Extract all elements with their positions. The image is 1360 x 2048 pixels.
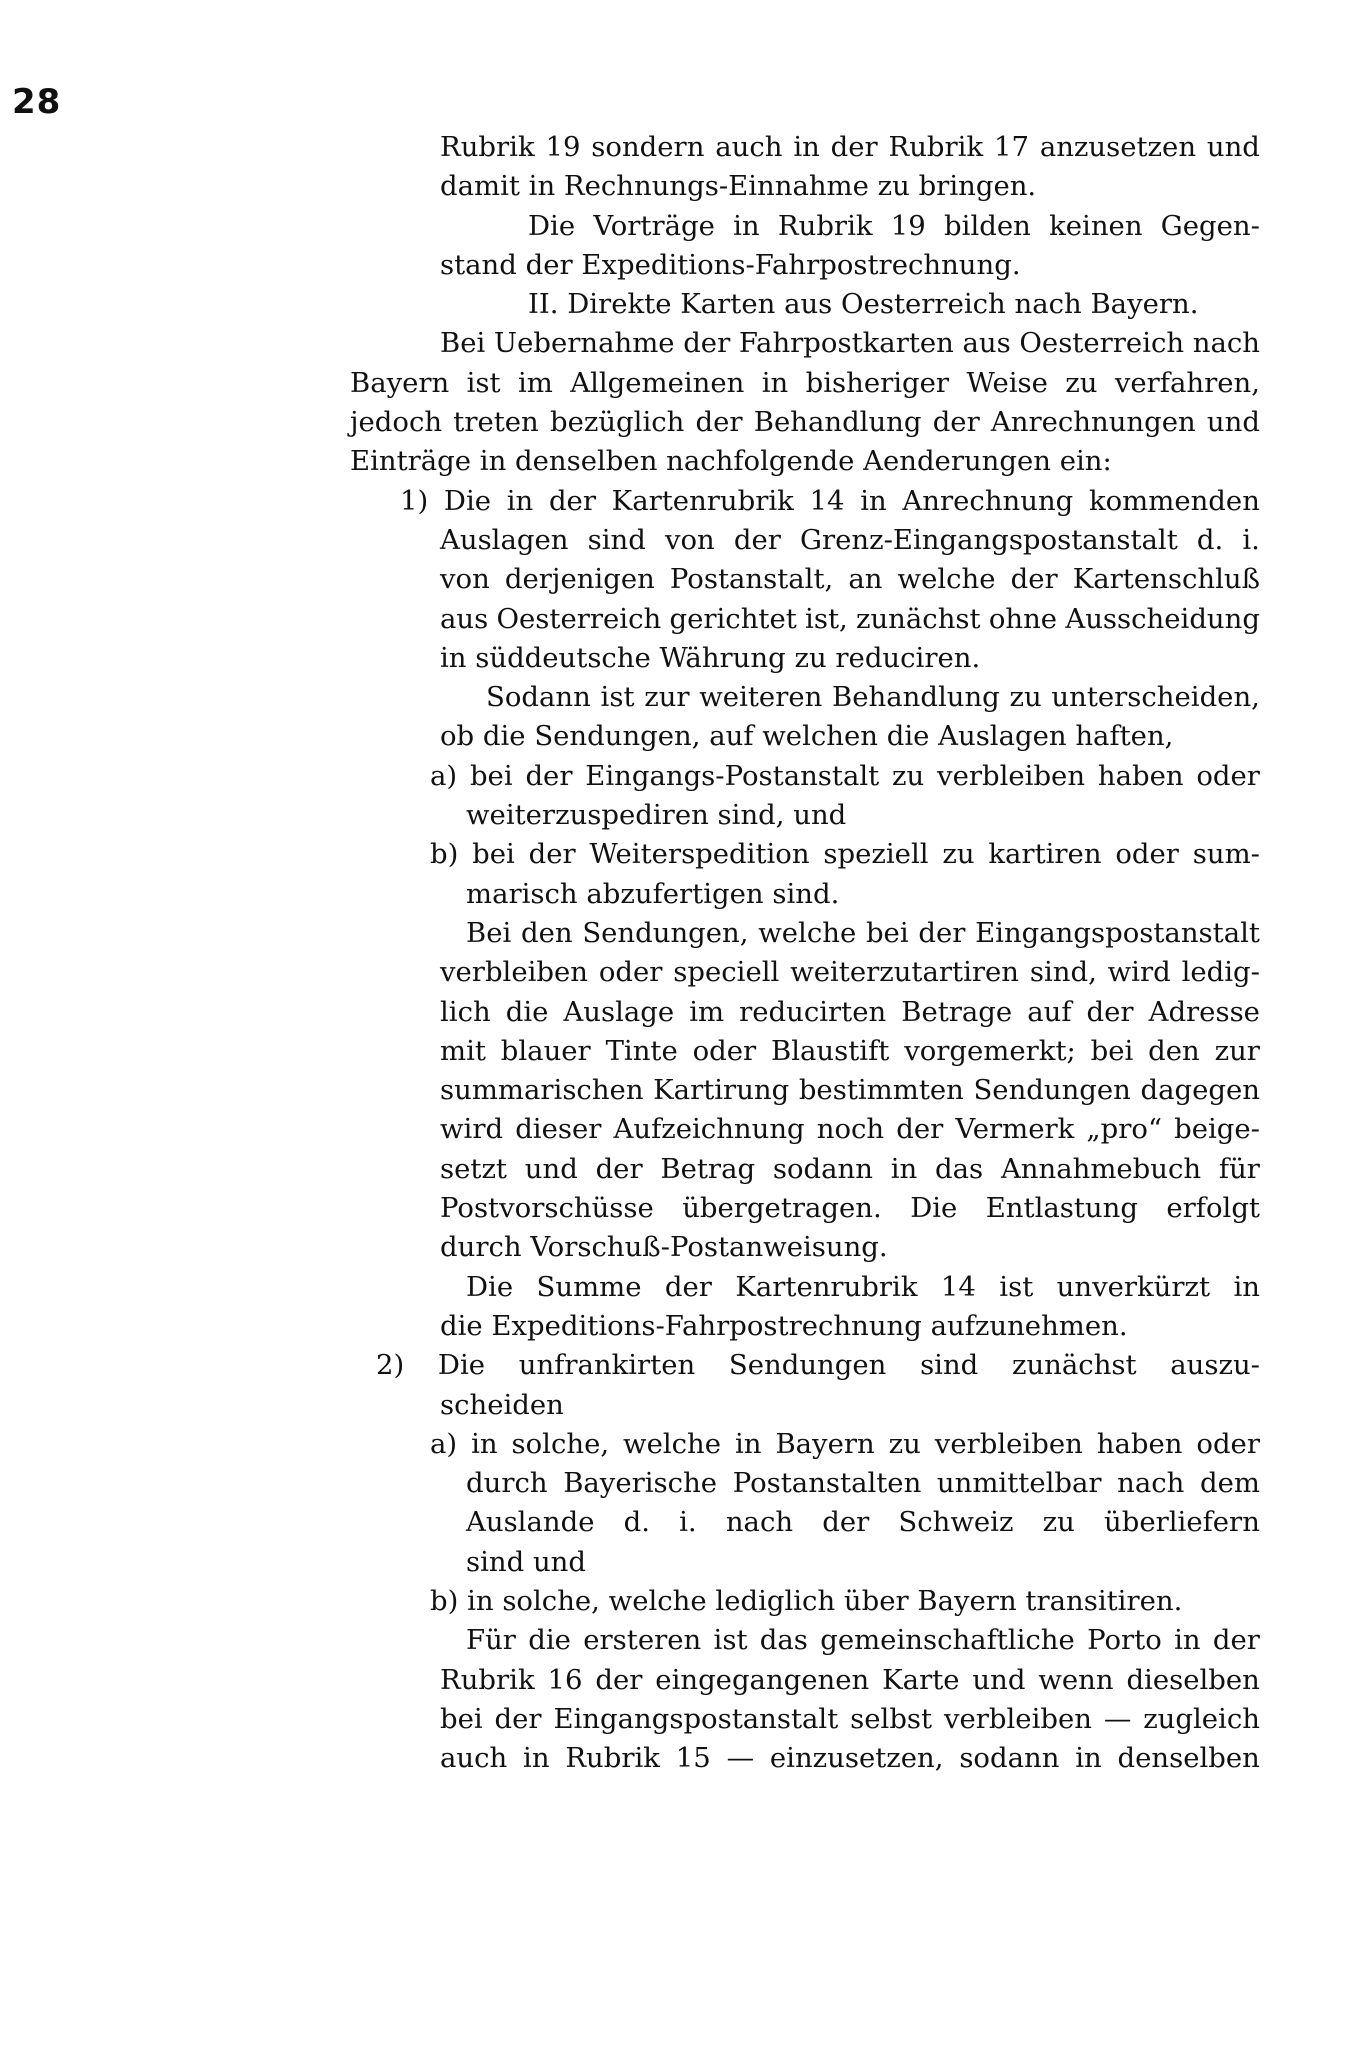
text-line: von derjenigen Postanstalt, an welche der Kartenschluß: [440, 563, 1260, 596]
text-line: Für die ersteren ist das gemeinschaftliche Porto in der: [466, 1624, 1260, 1657]
text-line: die Expeditions-Fahrpostrechnung aufzunehmen.: [440, 1309, 1128, 1342]
text-line: setzt und der Betrag sodann in das Annahmebuch für: [440, 1152, 1260, 1185]
list-item-a: a) in solche, welche in Bayern zu verbleiben haben oder: [430, 1427, 1260, 1460]
text-line: aus Oesterreich gerichtet ist, zunächst ohne Ausscheidung: [440, 602, 1260, 635]
text-line: sind und: [466, 1545, 586, 1578]
text-line: Rubrik 16 der eingegangenen Karte und wenn dieselben: [440, 1663, 1260, 1696]
text-line: damit in Rechnungs-Einnahme zu bringen.: [440, 170, 1037, 203]
text-line: Bei den Sendungen, welche bei der Eingangspostanstalt: [466, 916, 1260, 949]
text-line: wird dieser Aufzeichnung noch der Vermerk „pro“ beige-: [440, 1113, 1260, 1146]
text-line: mit blauer Tinte oder Blaustift vorgemerkt; bei den zur: [440, 1034, 1260, 1067]
text-line: stand der Expeditions-Fahrpostrechnung.: [440, 248, 1021, 281]
text-line: durch Vorschuß-Postanweisung.: [440, 1231, 888, 1264]
text-line: Postvorschüsse übergetragen. Die Entlastung erfolgt: [440, 1192, 1260, 1225]
text-line: marisch abzufertigen sind.: [466, 877, 840, 910]
text-line: Die Summe der Kartenrubrik 14 ist unverkürzt in: [466, 1270, 1260, 1303]
list-item-a: a) bei der Eingangs-Postanstalt zu verbleiben haben oder: [430, 759, 1260, 792]
text-line: auch in Rubrik 15 — einzusetzen, sodann in denselben: [440, 1742, 1260, 1775]
text-line: Rubrik 19 sondern auch in der Rubrik 17 anzusetzen und: [440, 131, 1260, 163]
text-line: Auslande d. i. nach der Schweiz zu überliefern: [466, 1506, 1260, 1539]
list-item-b: b) bei der Weiterspedition speziell zu kartiren oder sum-: [430, 838, 1260, 871]
text-line: ob die Sendungen, auf welchen die Auslagen haften,: [440, 720, 1174, 753]
text-line: Auslagen sind von der Grenz-Eingangspostanstalt d. i.: [440, 523, 1260, 556]
text-line: verbleiben oder speciell weiterzutartiren sind, wird ledig-: [440, 956, 1260, 989]
section-heading: II. Direkte Karten aus Oesterreich nach Bayern.: [528, 288, 1199, 321]
body-text: [350, 128, 1260, 1778]
text-line: Bayern ist im Allgemeinen in bisheriger Weise zu verfahren,: [350, 366, 1260, 399]
text-line: Einträge in denselben nachfolgende Aenderungen ein:: [350, 445, 1112, 478]
text-line: Sodann ist zur weiteren Behandlung zu unterscheiden,: [486, 681, 1260, 714]
text-line: in süddeutsche Währung zu reduciren.: [440, 641, 981, 674]
list-item-b: b) in solche, welche lediglich über Bayern transitiren.: [430, 1584, 1183, 1617]
page-number: 28: [12, 82, 62, 122]
text-line: weiterzuspediren sind, und: [466, 799, 847, 832]
text-line: Die Vorträge in Rubrik 19 bilden keinen Gegen-: [528, 209, 1260, 242]
text-line: durch Bayerische Postanstalten unmittelbar nach dem: [466, 1467, 1260, 1500]
text-line: lich die Auslage im reducirten Betrage auf der Adresse: [440, 995, 1260, 1028]
text-line: jedoch treten bezüglich der Behandlung der Anrechnungen und: [350, 406, 1260, 439]
text-line: Bei Uebernahme der Fahrpostkarten aus Oesterreich nach: [440, 327, 1260, 360]
list-item-2: 2) Die unfrankirten Sendungen sind zunächst auszu-: [376, 1349, 1260, 1382]
text-line: bei der Eingangspostanstalt selbst verbleiben — zugleich: [440, 1702, 1260, 1735]
text-line: scheiden: [440, 1388, 564, 1421]
text-line: summarischen Kartirung bestimmten Sendungen dagegen: [440, 1074, 1260, 1107]
list-item-1: 1) Die in der Kartenrubrik 14 in Anrechnung kommenden: [400, 484, 1260, 517]
